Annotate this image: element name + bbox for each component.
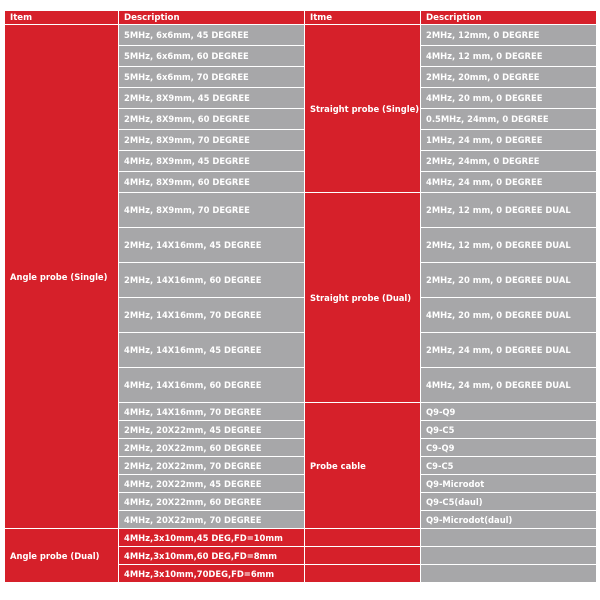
empty-cell [421, 565, 597, 583]
angle-single-desc: 2MHz, 8X9mm, 70 DEGREE [119, 130, 305, 151]
group-straight-probe-dual: Straight probe (Dual) [305, 193, 421, 403]
angle-single-desc: 4MHz, 14X16mm, 70 DEGREE [119, 403, 305, 421]
probe-cable-desc: Q9-Microdot(daul) [421, 511, 597, 529]
empty-cell [305, 565, 421, 583]
straight-single-desc: 2MHz, 12mm, 0 DEGREE [421, 25, 597, 46]
straight-single-desc: 1MHz, 24 mm, 0 DEGREE [421, 130, 597, 151]
angle-dual-desc: 4MHz,3x10mm,60 DEG,FD=8mm [119, 547, 305, 565]
empty-cell [305, 547, 421, 565]
straight-single-desc: 4MHz, 12 mm, 0 DEGREE [421, 46, 597, 67]
angle-single-desc: 4MHz, 14X16mm, 45 DEGREE [119, 333, 305, 368]
angle-single-desc: 5MHz, 6x6mm, 70 DEGREE [119, 67, 305, 88]
angle-single-desc: 2MHz, 20X22mm, 70 DEGREE [119, 457, 305, 475]
group-angle-probe-single: Angle probe (Single) [5, 25, 119, 529]
header-description-left: Description [119, 11, 305, 25]
group-probe-cable: Probe cable [305, 403, 421, 529]
header-itme: Itme [305, 11, 421, 25]
straight-single-desc: 0.5MHz, 24mm, 0 DEGREE [421, 109, 597, 130]
angle-dual-desc: 4MHz,3x10mm,70DEG,FD=6mm [119, 565, 305, 583]
angle-single-desc: 2MHz, 8X9mm, 45 DEGREE [119, 88, 305, 109]
angle-single-desc: 2MHz, 14X16mm, 60 DEGREE [119, 263, 305, 298]
straight-single-desc: 4MHz, 20 mm, 0 DEGREE [421, 88, 597, 109]
angle-single-desc: 4MHz, 14X16mm, 60 DEGREE [119, 368, 305, 403]
angle-dual-desc: 4MHz,3x10mm,45 DEG,FD=10mm [119, 529, 305, 547]
empty-cell [421, 547, 597, 565]
angle-single-desc: 2MHz, 14X16mm, 70 DEGREE [119, 298, 305, 333]
angle-single-desc: 4MHz, 20X22mm, 60 DEGREE [119, 493, 305, 511]
angle-single-desc: 4MHz, 8X9mm, 60 DEGREE [119, 172, 305, 193]
straight-dual-desc: 2MHz, 20 mm, 0 DEGREE DUAL [421, 263, 597, 298]
straight-dual-desc: 2MHz, 12 mm, 0 DEGREE DUAL [421, 193, 597, 228]
empty-cell [421, 529, 597, 547]
probe-cable-desc: C9-C5 [421, 457, 597, 475]
probe-cable-desc: Q9-Microdot [421, 475, 597, 493]
probe-cable-desc: Q9-C5 [421, 421, 597, 439]
straight-dual-desc: 4MHz, 24 mm, 0 DEGREE DUAL [421, 368, 597, 403]
probe-cable-desc: Q9-C5(daul) [421, 493, 597, 511]
table-header-row [5, 11, 597, 25]
header-item: Item [5, 11, 119, 25]
angle-single-desc: 4MHz, 8X9mm, 70 DEGREE [119, 193, 305, 228]
straight-single-desc: 2MHz, 20mm, 0 DEGREE [421, 67, 597, 88]
angle-single-desc: 2MHz, 14X16mm, 45 DEGREE [119, 228, 305, 263]
straight-single-desc: 2MHz, 24mm, 0 DEGREE [421, 151, 597, 172]
angle-single-desc: 4MHz, 8X9mm, 45 DEGREE [119, 151, 305, 172]
angle-single-desc: 4MHz, 20X22mm, 45 DEGREE [119, 475, 305, 493]
straight-dual-desc: 4MHz, 20 mm, 0 DEGREE DUAL [421, 298, 597, 333]
straight-single-desc: 4MHz, 24 mm, 0 DEGREE [421, 172, 597, 193]
angle-single-desc: 4MHz, 20X22mm, 70 DEGREE [119, 511, 305, 529]
straight-dual-desc: 2MHz, 24 mm, 0 DEGREE DUAL [421, 333, 597, 368]
angle-single-desc: 5MHz, 6x6mm, 60 DEGREE [119, 46, 305, 67]
empty-cell [305, 529, 421, 547]
angle-single-desc: 2MHz, 20X22mm, 60 DEGREE [119, 439, 305, 457]
table-row [5, 25, 597, 46]
probe-cable-desc: Q9-Q9 [421, 403, 597, 421]
group-straight-probe-single: Straight probe (Single) [305, 25, 421, 193]
angle-single-desc: 2MHz, 20X22mm, 45 DEGREE [119, 421, 305, 439]
straight-dual-desc: 2MHz, 12 mm, 0 DEGREE DUAL [421, 228, 597, 263]
probe-spec-table [4, 10, 597, 583]
angle-single-desc: 2MHz, 8X9mm, 60 DEGREE [119, 109, 305, 130]
header-description-right: Description [421, 11, 597, 25]
spec-table-wrapper [4, 10, 596, 583]
table-row [5, 529, 597, 547]
probe-cable-desc: C9-Q9 [421, 439, 597, 457]
group-angle-probe-dual: Angle probe (Dual) [5, 529, 119, 583]
angle-single-desc: 5MHz, 6x6mm, 45 DEGREE [119, 25, 305, 46]
